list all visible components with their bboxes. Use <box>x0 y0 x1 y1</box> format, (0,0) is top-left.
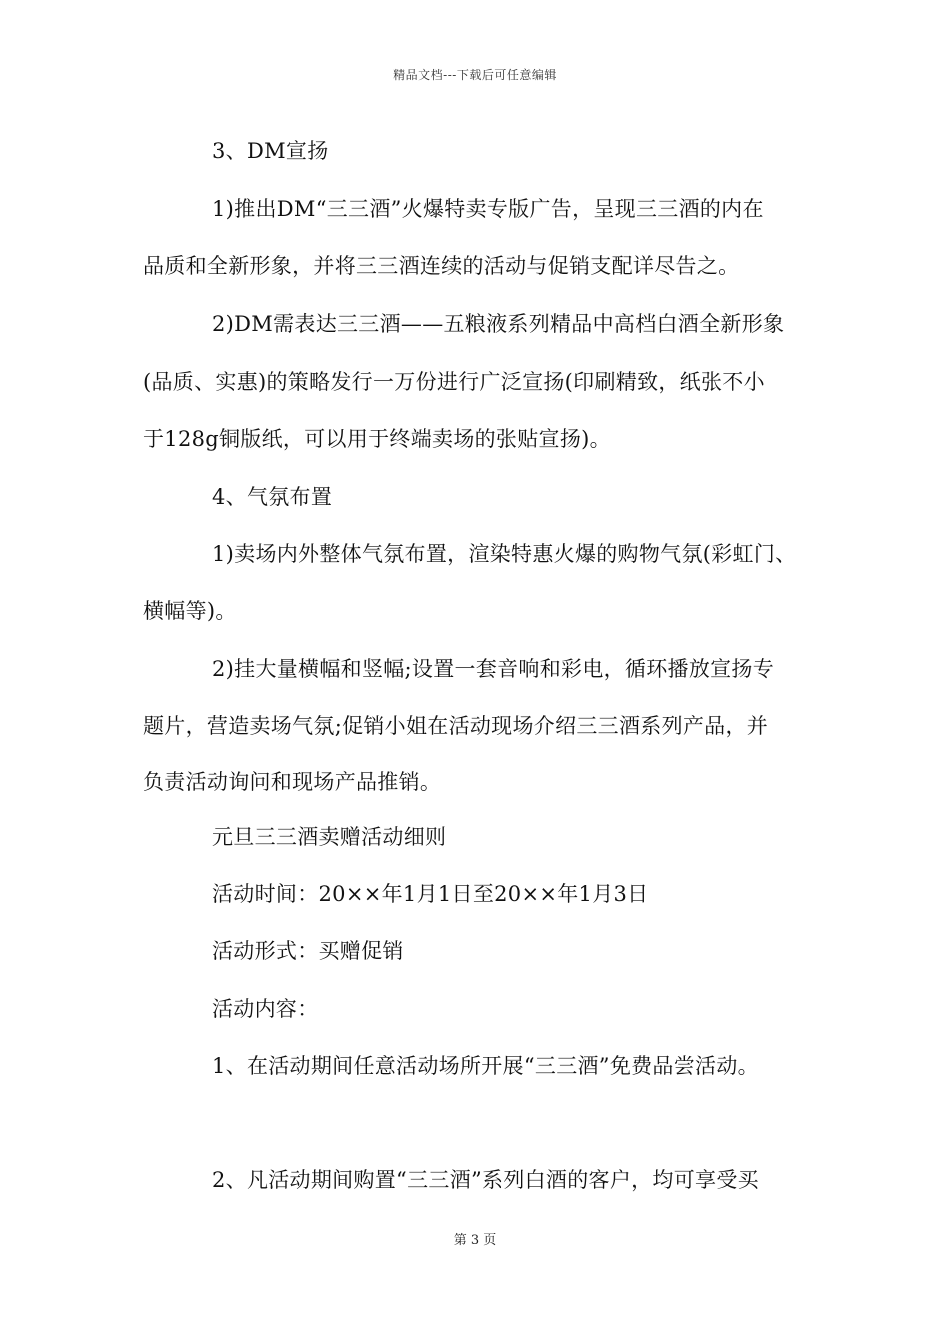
paragraph-line: 于128g铜版纸，可以用于终端卖场的张贴宣扬)。 <box>143 427 611 451</box>
activity-time: 活动时间：20××年1月1日至20××年1月3日 <box>212 882 649 906</box>
paragraph-line: 品质和全新形象，并将三三酒连续的活动与促销支配详尽告之。 <box>143 254 740 278</box>
paragraph-line: 负责活动询问和现场产品推销。 <box>143 770 442 794</box>
activity-content-label: 活动内容： <box>212 997 319 1021</box>
paragraph-line: 2、凡活动期间购置“三三酒”系列白酒的客户，均可享受买 <box>212 1168 759 1192</box>
paragraph-line: 2)DM需表达三三酒——五粮液系列精品中高档白酒全新形象 <box>212 312 785 336</box>
paragraph-line: 1)推出DM“三三酒”火爆特卖专版广告，呈现三三酒的内在 <box>212 197 764 221</box>
paragraph-line: 题片，营造卖场气氛;促销小姐在活动现场介绍三三酒系列产品，并 <box>143 714 769 738</box>
paragraph-line: 横幅等)。 <box>143 599 237 623</box>
paragraph-line: 1、在活动期间任意活动场所开展“三三酒”免费品尝活动。 <box>212 1054 759 1078</box>
page-number: 第 3 页 <box>453 1233 497 1248</box>
activity-form: 活动形式：买赠促销 <box>212 939 404 963</box>
section-heading-dm: 3、DM宣扬 <box>212 139 329 163</box>
paragraph-line: (品质、实惠)的策略发行一万份进行广泛宣扬(印刷精致，纸张不小 <box>143 370 765 394</box>
paragraph-line: 2)挂大量横幅和竖幅;设置一套音响和彩电，循环播放宣扬专 <box>212 657 775 681</box>
paragraph-line: 1)卖场内外整体气氛布置，渲染特惠火爆的购物气氛(彩虹门、 <box>212 542 797 566</box>
section-heading-atmosphere: 4、气氛布置 <box>212 485 333 509</box>
page-header: 精品文档---下载后可任意编辑 <box>393 68 557 82</box>
section-title-new-year: 元旦三三酒卖赠活动细则 <box>212 825 447 849</box>
